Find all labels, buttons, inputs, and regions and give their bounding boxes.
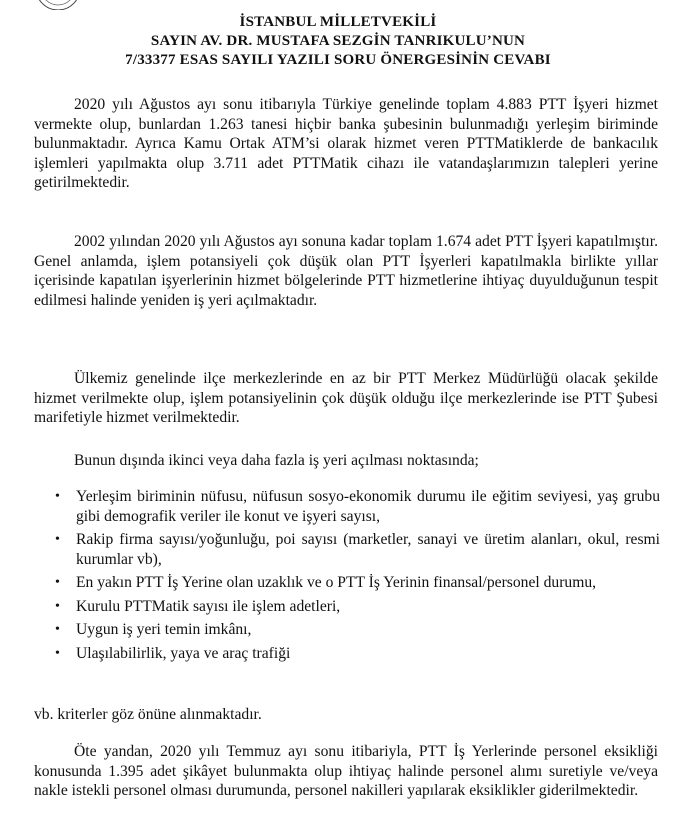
bullet-icon: •: [55, 598, 60, 614]
list-item: • Kurulu PTTMatik sayısı ile işlem adetleri,: [55, 597, 341, 615]
title-line-1: İSTANBUL MİLLETVEKİLİ: [239, 14, 437, 30]
list-item: • En yakın PTT İş Yerine olan uzaklık ve o PTT İş Yerinin finansal/personel durumu,: [55, 574, 597, 591]
list-item: • Rakip firma sayısı/yoğunluğu, poi sayısı (marketler, sanayi ve üretim alanları, okul, resmi kurumlar vb),: [55, 531, 660, 568]
bullet-icon: •: [55, 622, 60, 637]
paragraph-closures: 2002 yılından 2020 yılı Ağustos ayı sonuna kadar toplam 1.674 adet PTT İşyeri kapatılmıştır. Genel anlamda, işlem potansiyeli çok düşük olan PTT İşyerleri kapatılmakla birlikte yıllar içerisinde kapatılan işyerlerinin hizmet bölgelerinde PTT hizmetlerine ihtiyaç duyulduğunun tespit edilmesi halinde yeniden iş yeri açılmaktadır.: [34, 233, 658, 309]
list-item: • Ulaşılabilirlik, yaya ve araç trafiği: [55, 644, 291, 662]
bullet-icon: •: [55, 575, 60, 590]
bullet-icon: •: [55, 532, 60, 547]
paragraph-district-service: Ülkemiz genelinde ilçe merkezlerinde en az bir PTT Merkez Müdürlüğü olacak şekilde hizmet verilmekte olup, işlem potansiyelinin çok düşük olduğu ilçe merkezlerinde ise PTT Şubesi marifetiyle hizmet verilmektedir.: [34, 370, 658, 426]
list-item: • Yerleşim biriminin nüfusu, nüfusun sosyo-ekonomik durumu ile eğitim seviyesi, yaş grubu gibi demografik veriler ile konut ve işyeri sayısı,: [55, 488, 660, 525]
criteria-list: [0, 487, 660, 667]
criteria-intro: Bunun dışında ikinci veya daha fazla iş yeri açılması noktasında;: [74, 452, 479, 469]
title-line-2: SAYIN AV. DR. MUSTAFA SEZGİN TANRIKULU’NUN: [150, 33, 526, 49]
list-item: • Uygun iş yeri temin imkânı,: [55, 621, 252, 638]
title-line-3: 7/33377 ESAS SAYILI YAZILI SORU ÖNERGESİNİN CEVABI: [125, 52, 551, 68]
bullet-icon: •: [55, 489, 60, 504]
criteria-closing: vb. kriterler göz önüne alınmaktadır.: [34, 706, 262, 723]
official-seal-fragment: [0, 0, 100, 10]
paragraph-staff-complaints: Öte yandan, 2020 yılı Temmuz ayı sonu itibariyla, PTT İş Yerlerinde personel eksikliği konusunda 1.395 adet şikâyet bulunmakta olup ihtiyaç halinde personel alımı suretiyle ve/veya nakle istekli personel olması durumunda, personel nakilleri yapılarak eksiklikler giderilmektedir.: [34, 743, 658, 799]
bullet-icon: •: [55, 645, 60, 661]
paragraph-branch-count: 2020 yılı Ağustos ayı sonu itibarıyla Türkiye genelinde toplam 4.883 PTT İşyeri hizmet vermekte olup, bunlardan 1.263 tanesi hiçbir banka şubesinin bulunmadığı yerleşim biriminde bulunmaktadır. Ayrıca Kamu Ortak ATM’si olarak hizmet veren PTTMatiklerde de bankacılık işlemleri yapılmakta olup 3.711 adet PTTMatik cihazı ile vatandaşlarımızın talepleri yerine getirilmektedir.: [34, 96, 658, 191]
